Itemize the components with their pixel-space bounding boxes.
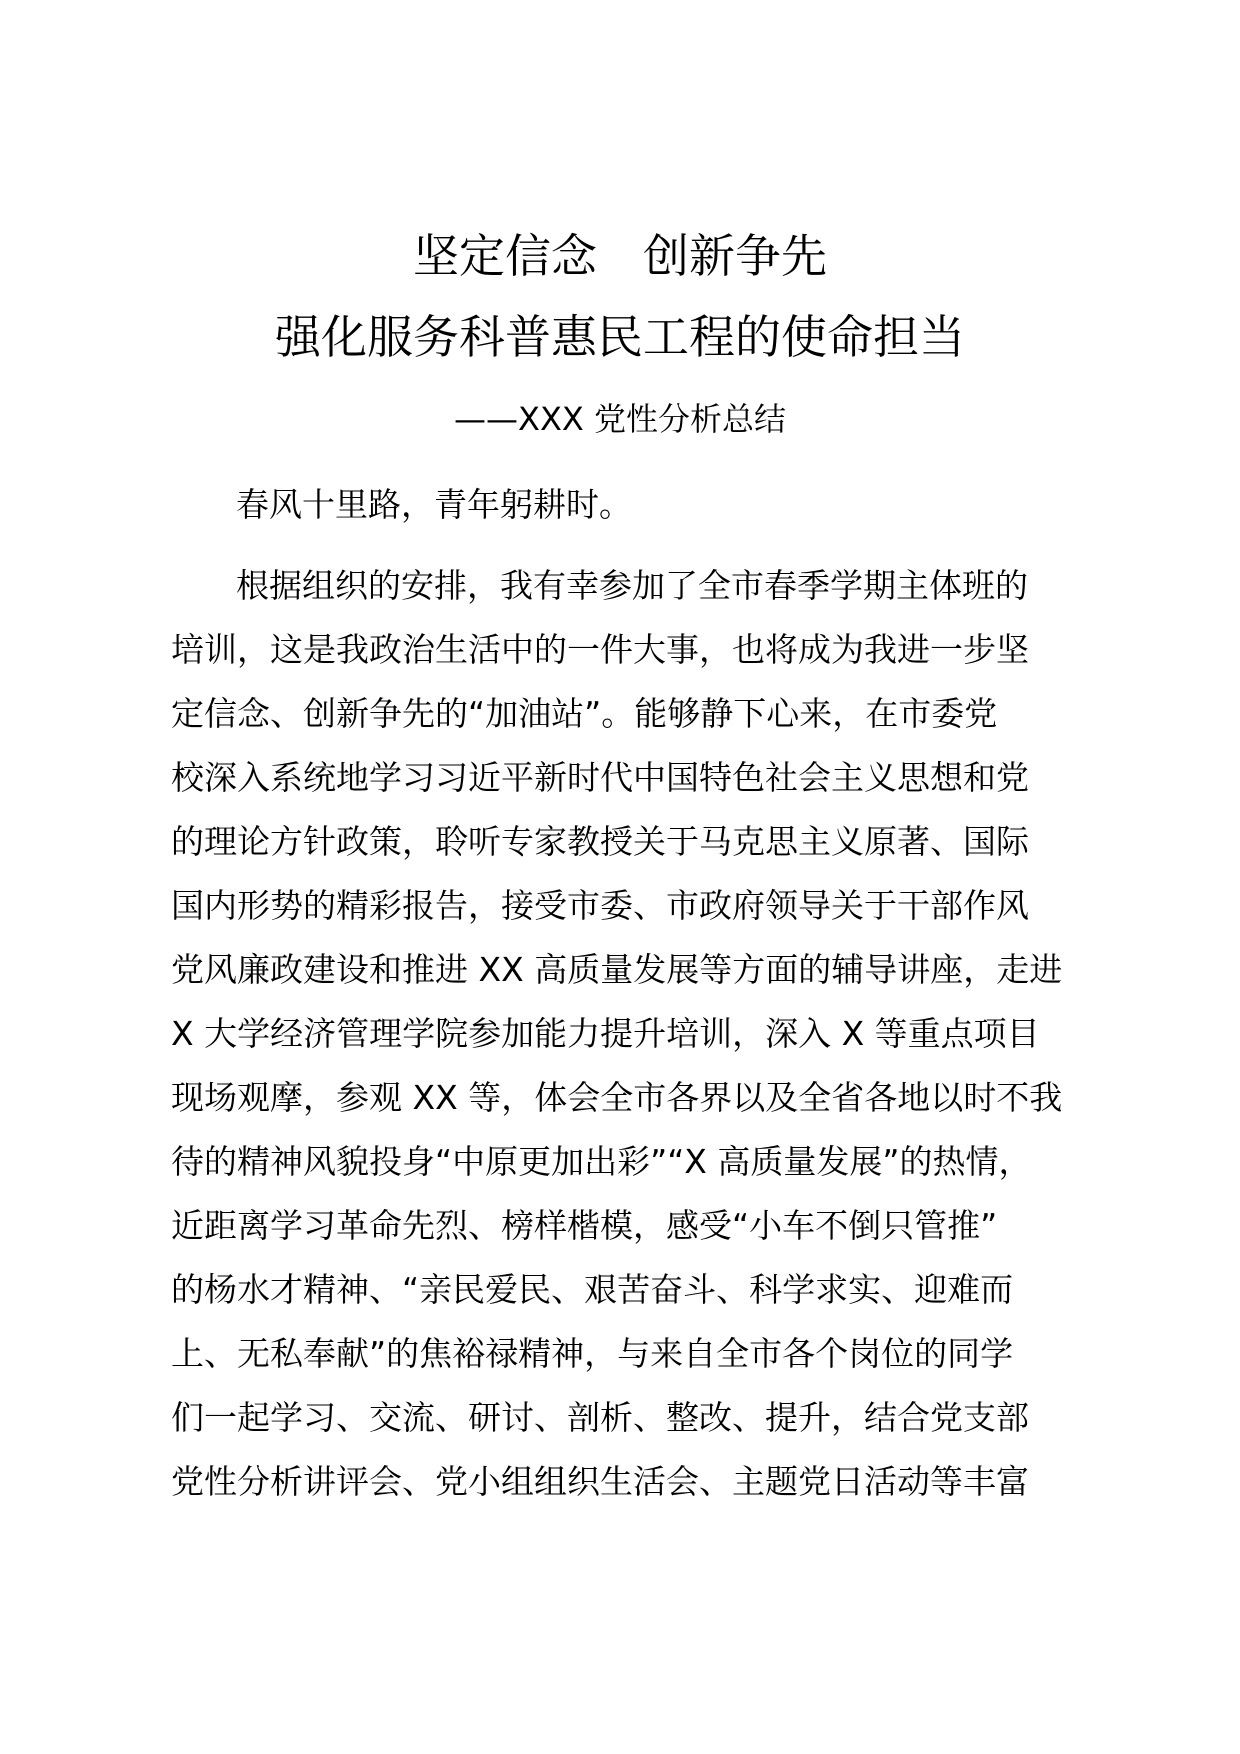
subtitle: ——XXX 党性分析总结 xyxy=(454,400,786,438)
body-line: 根据组织的安排，我有幸参加了全市春季学期主体班的 xyxy=(236,566,1028,605)
opening-line: 春风十里路，青年躬耕时。 xyxy=(236,485,632,524)
body-line: 现场观摩，参观 XX 等，体会全市各界以及全省各地以时不我 xyxy=(171,1078,1063,1117)
title-line-2: 强化服务科普惠民工程的使命担当 xyxy=(275,310,965,364)
title-line-1: 坚定信念 创新争先 xyxy=(413,229,827,283)
body-line: 们一起学习、交流、研讨、剖析、整改、提升，结合党支部 xyxy=(171,1398,1029,1437)
body-line: 培训，这是我政治生活中的一件大事，也将成为我进一步坚 xyxy=(171,630,1029,669)
body-line: 上、无私奉献”的焦裕禄精神，与来自全市各个岗位的同学 xyxy=(171,1334,1014,1373)
body-line: 党风廉政建设和推进 XX 高质量发展等方面的辅导讲座，走进 xyxy=(171,950,1063,989)
body-line: 的杨水才精神、“亲民爱民、艰苦奋斗、科学求实、迎难而 xyxy=(171,1270,1014,1309)
body-line: 近距离学习革命先烈、榜样楷模，感受“小车不倒只管推” xyxy=(171,1206,998,1245)
body-line: X 大学经济管理学院参加能力提升培训，深入 X 等重点项目 xyxy=(171,1014,1040,1053)
body-line: 待的精神风貌投身“中原更加出彩”“X 高质量发展”的热情， xyxy=(171,1142,1032,1181)
body-line: 国内形势的精彩报告，接受市委、市政府领导关于干部作风 xyxy=(171,886,1029,925)
body-line: 的理论方针政策，聆听专家教授关于马克思主义原著、国际 xyxy=(171,822,1029,861)
body-line: 定信念、创新争先的“加油站”。能够静下心来，在市委党 xyxy=(171,694,998,733)
body-line: 党性分析讲评会、党小组组织生活会、主题党日活动等丰富 xyxy=(171,1462,1029,1501)
body-line: 校深入系统地学习习近平新时代中国特色社会主义思想和党 xyxy=(171,758,1029,797)
